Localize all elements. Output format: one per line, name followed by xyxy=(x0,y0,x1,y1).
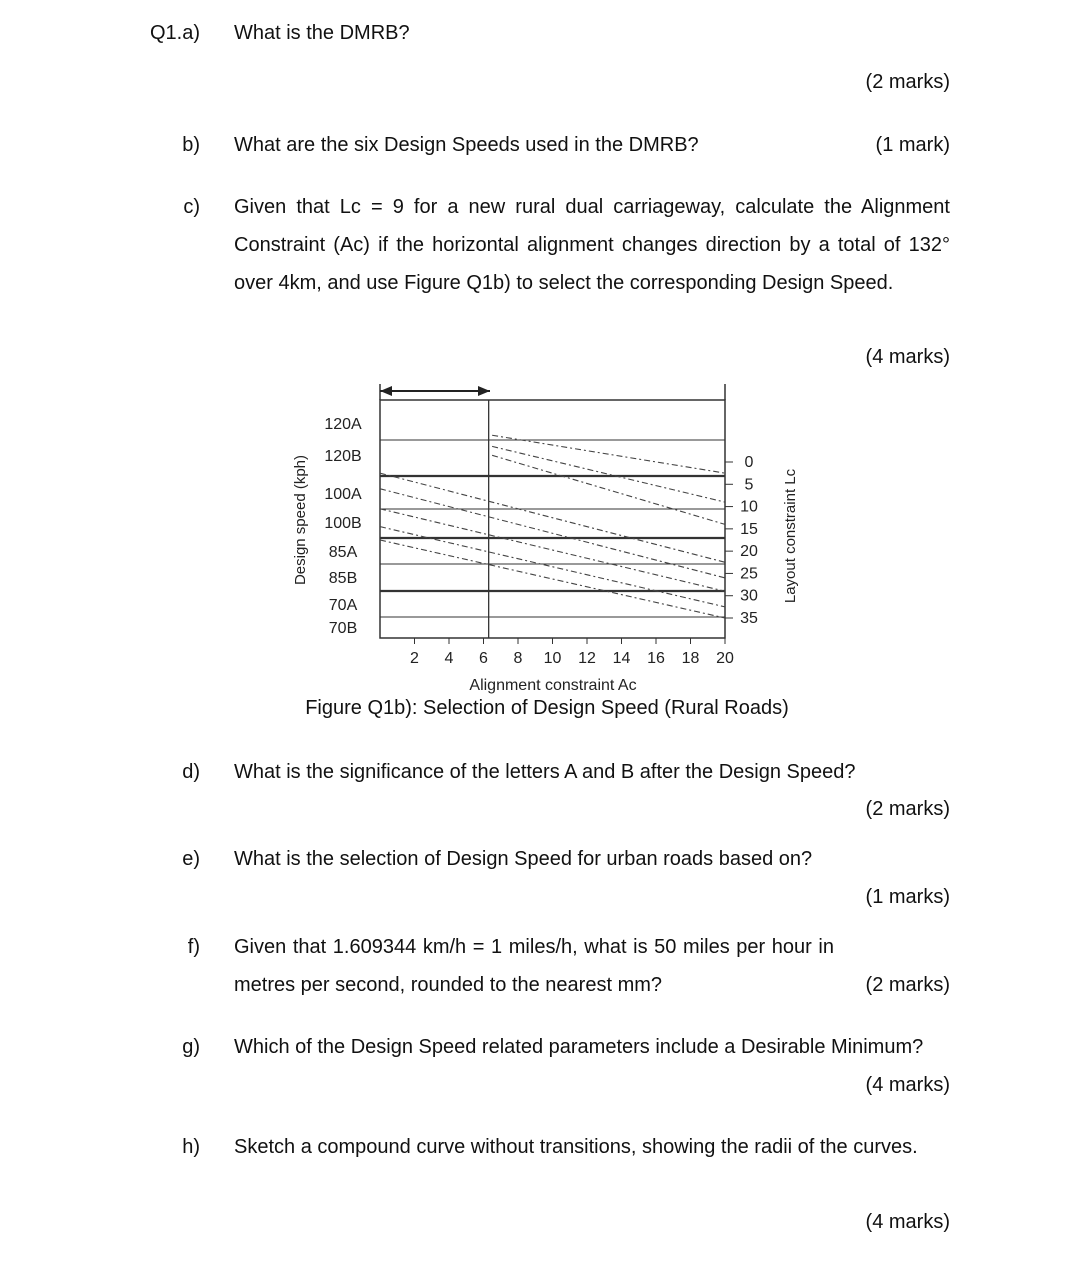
question-h-marks: (4 marks) xyxy=(865,1211,950,1233)
question-b-marks: (1 mark) xyxy=(875,134,950,156)
lc-tick-label: 35 xyxy=(740,610,758,627)
question-b-label: b) xyxy=(182,134,200,156)
lc-tick-label: 25 xyxy=(740,565,758,583)
question-c-marks: (4 marks) xyxy=(865,346,950,368)
x-tick-label: 18 xyxy=(681,650,700,667)
lc-tick-label: 30 xyxy=(740,587,758,605)
lc-diagonal-6 xyxy=(492,455,725,524)
design-speed-label: 120B xyxy=(324,448,362,465)
design-speed-label: 70B xyxy=(328,620,358,637)
design-speed-label: 70A xyxy=(328,597,358,614)
question-e-label: e) xyxy=(182,848,200,870)
x-tick-label: 10 xyxy=(543,650,562,667)
x-tick-label: 12 xyxy=(578,650,596,667)
figure-caption: Figure Q1b): Selection of Design Speed (Rural Roads) xyxy=(305,697,789,719)
plot-frame xyxy=(380,400,725,638)
arrow-head-left xyxy=(380,386,392,396)
question-c-label: c) xyxy=(183,196,200,218)
question-g-marks: (4 marks) xyxy=(865,1074,950,1096)
x-tick-label: 4 xyxy=(444,650,454,667)
arrow-head-right xyxy=(478,386,490,396)
lc-diagonal-1 xyxy=(380,540,725,618)
x-tick-label: 20 xyxy=(716,650,734,667)
question-b-text: What are the six Design Speeds used in the DMRB? xyxy=(234,134,699,156)
lc-tick-label: 10 xyxy=(740,498,758,516)
question-g-label: g) xyxy=(182,1036,200,1058)
lc-diagonal-3 xyxy=(380,509,725,591)
question-d-label: d) xyxy=(182,761,200,783)
question-e-text: What is the selection of Design Speed for urban roads based on? xyxy=(234,848,813,870)
question-f-label: f) xyxy=(187,936,200,958)
x-axis-title: Alignment constraint Ac xyxy=(469,677,637,694)
question-f-text: Given that 1.609344 km/h = 1 miles/h, what is 50 miles per hour in metres per second, rounded to the nearest mm? xyxy=(234,936,834,996)
question-a-label: Q1.a) xyxy=(149,22,200,44)
question-c-text: Given that Lc = 9 for a new rural dual carriageway, calculate the Alignment Constraint (Ac) if the horizontal alignment changes direction by a total of 132° over 4km, and use Figure Q1b) to select the corresponding Design Speed. xyxy=(234,196,950,294)
x-tick-label: 2 xyxy=(410,650,419,667)
design-speed-label: 100A xyxy=(324,486,362,503)
y-axis-title: Design speed (kph) xyxy=(292,454,309,586)
lc-tick-label: 20 xyxy=(740,543,758,561)
lc-tick-label: 15 xyxy=(740,520,758,538)
question-h-label: h) xyxy=(182,1136,200,1158)
question-d-marks: (2 marks) xyxy=(865,798,950,820)
x-tick-label: 6 xyxy=(479,650,488,667)
design-speed-chart xyxy=(270,375,830,695)
x-tick-label: 8 xyxy=(513,650,523,667)
question-f-marks: (2 marks) xyxy=(865,974,950,996)
x-tick-label: 14 xyxy=(612,650,631,667)
design-speed-label: 85A xyxy=(328,544,358,561)
lc-diagonal-5 xyxy=(380,473,725,562)
x-tick-label: 16 xyxy=(647,650,665,667)
design-speed-label: 100B xyxy=(324,515,362,532)
question-e-marks: (1 marks) xyxy=(865,886,950,908)
design-speed-label: 120A xyxy=(324,416,362,433)
lc-diagonal-4 xyxy=(380,489,725,578)
lc-tick-label: 0 xyxy=(744,454,754,471)
question-d-text: What is the significance of the letters A and B after the Design Speed? xyxy=(234,761,856,783)
question-a-marks: (2 marks) xyxy=(865,71,950,93)
question-a-text: What is the DMRB? xyxy=(234,22,410,44)
lc-tick-label: 5 xyxy=(744,476,754,494)
lc-diagonal-8 xyxy=(492,435,725,473)
right-axis-title: Layout constraint Lc xyxy=(782,468,799,604)
question-h-text: Sketch a compound curve without transitions, showing the radii of the curves. xyxy=(234,1136,918,1158)
lc-diagonal-7 xyxy=(492,446,725,502)
design-speed-label: 85B xyxy=(328,570,358,587)
question-g-text: Which of the Design Speed related parameters include a Desirable Minimum? xyxy=(234,1036,924,1058)
